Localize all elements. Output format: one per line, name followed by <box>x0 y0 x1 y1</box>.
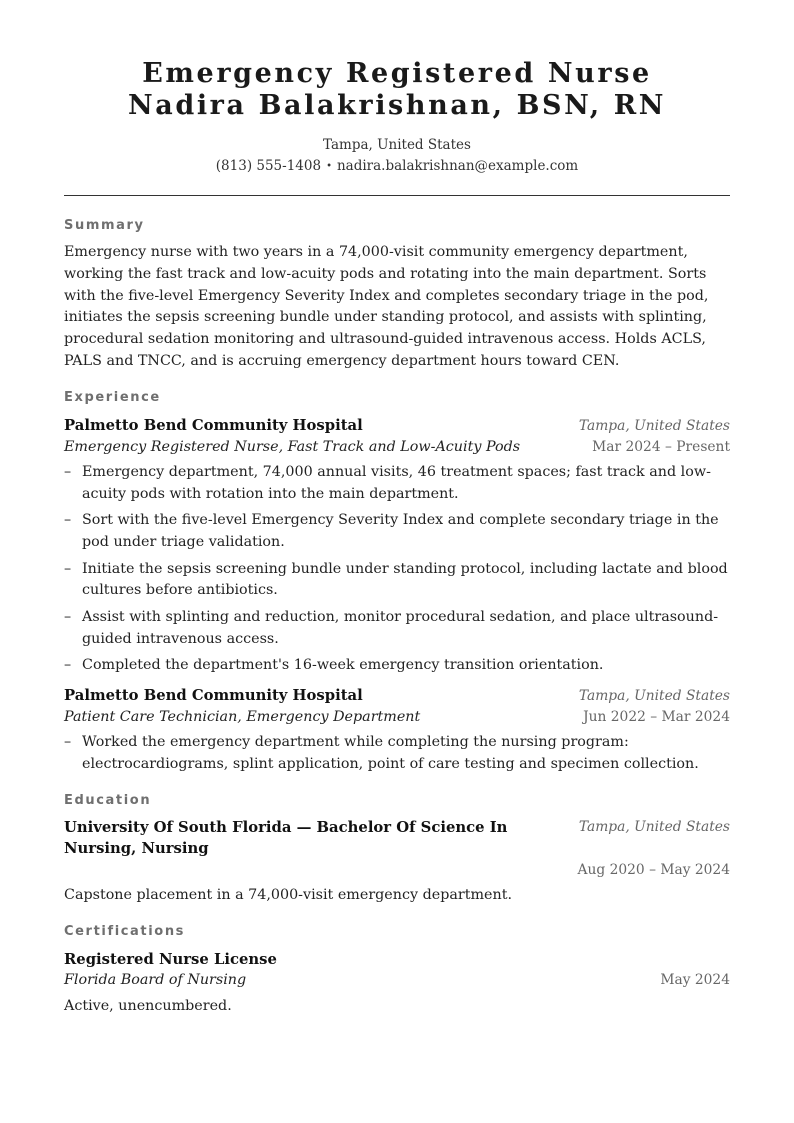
responsibility-list <box>64 732 730 776</box>
employer-name: Palmetto Bend Community Hospital <box>64 416 363 434</box>
education-heading: Education <box>64 792 152 808</box>
experience-heading: Experience <box>64 389 161 405</box>
degree-title: University Of South Florida — Bachelor Of Science In Nursing, Nursing <box>64 818 508 858</box>
header-location: Tampa, United States <box>323 137 471 153</box>
certification-issuer-row <box>64 970 730 991</box>
certifications-heading: Certifications <box>64 923 186 939</box>
employer-location: Tampa, United States <box>578 417 730 434</box>
certification-entry <box>64 949 730 1018</box>
job-dates: Jun 2022 – Mar 2024 <box>583 709 730 726</box>
list-item: – Initiate the sepsis screening bundle under standing protocol, including lactate and blood cultures before antibiotics. <box>64 559 730 603</box>
certification-name: Registered Nurse License <box>64 950 277 968</box>
entry-header-row <box>64 685 730 707</box>
job-title: Emergency Registered Nurse <box>142 58 652 89</box>
email-address: nadira.balakrishnan@example.com <box>336 158 579 174</box>
list-item: – Completed the department's 16-week emergency transition orientation. <box>64 655 730 677</box>
summary-heading: Summary <box>64 218 145 233</box>
phone-number: (813) 555-1408 <box>215 158 322 174</box>
certification-name-row <box>64 949 730 970</box>
experience-entry <box>64 685 730 776</box>
entry-role-row <box>64 707 730 728</box>
job-dates: Mar 2024 – Present <box>592 438 730 455</box>
candidate-name: Nadira Balakrishnan, BSN, RN <box>127 90 667 121</box>
employer-location: Tampa, United States <box>578 688 730 705</box>
education-dates-row <box>64 860 730 880</box>
contact-line <box>64 156 730 178</box>
list-item: – Emergency department, 74,000 annual visits, 46 treatment spaces; fast track and low-acuity pods with rotation into the main department. <box>64 462 730 506</box>
certification-date: May 2024 <box>660 971 730 988</box>
list-item: – Sort with the five-level Emergency Severity Index and complete secondary triage in the pod under triage validation. <box>64 510 730 554</box>
job-role: Patient Care Technician, Emergency Department <box>64 709 421 726</box>
school-location: Tampa, United States <box>578 818 730 835</box>
header-divider <box>64 195 730 196</box>
list-item: – Assist with splinting and reduction, monitor procedural sedation, and place ultrasound-guided intravenous access. <box>64 607 730 651</box>
entry-header-row <box>64 415 730 437</box>
job-role: Emergency Registered Nurse, Fast Track and Low-Acuity Pods <box>64 438 521 455</box>
experience-entry <box>64 415 730 677</box>
education-dates: Aug 2020 – May 2024 <box>577 861 730 878</box>
education-entry <box>64 817 730 907</box>
certification-issuer: Florida Board of Nursing <box>64 971 247 988</box>
responsibility-list <box>64 462 730 677</box>
certification-note: Active, unencumbered. <box>64 997 232 1014</box>
entry-role-row <box>64 437 730 458</box>
education-header-row <box>64 817 730 860</box>
education-note: Capstone placement in a 74,000-visit emergency department. <box>64 886 512 903</box>
summary-text: Emergency nurse with two years in a 74,000-visit community emergency department, working the fast track and low-acuity pods and rotating into the main department. Sorts with the five-level Emergency Severity Index and completes secondary triage in the pod, initiates the sepsis screening bundle under standing protocol, and assists with splinting, procedural sedation monitoring and ultrasound-guided intravenous access. Holds ACLS, PALS and TNCC, and is accruing emergency department hours toward CEN. <box>64 244 709 369</box>
contact-separator: • <box>326 161 332 172</box>
resume-header <box>64 0 730 178</box>
list-item: – Worked the emergency department while completing the nursing program: electrocardiograms, splint application, point of care testing and specimen collection. <box>64 732 730 776</box>
employer-name: Palmetto Bend Community Hospital <box>64 687 363 705</box>
